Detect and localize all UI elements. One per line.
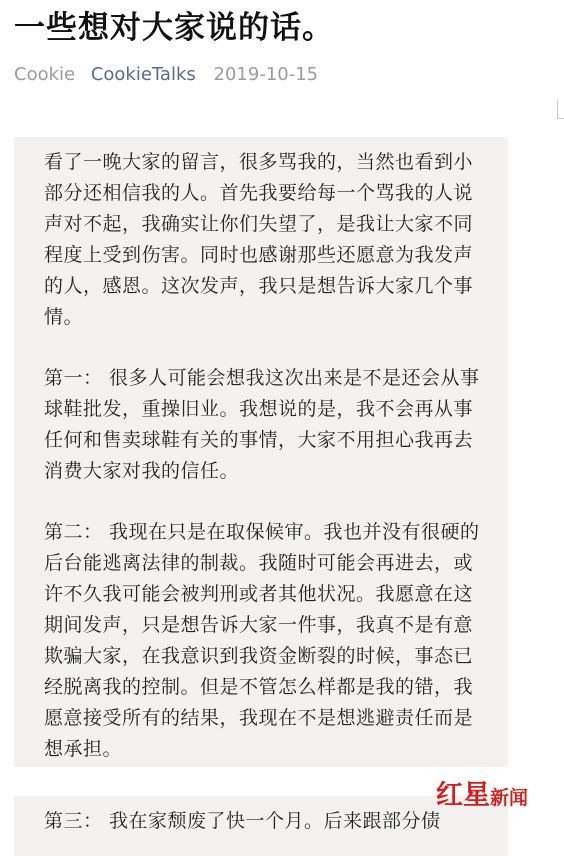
article-title: 一些想对大家说的话。: [14, 10, 334, 46]
paragraph-first: 第一： 很多人可能会想我这次出来是不是还会从事球鞋批发，重操旧业。我想说的是，我不会再从事任何和售卖球鞋有关的事情，大家不用担心我再去消费大家对我的信任。: [44, 367, 480, 482]
quote-card: [14, 137, 508, 767]
account-link[interactable]: CookieTalks: [90, 64, 196, 85]
paragraph-third: 第三： 我在家颓废了快一个月。后来跟部分债: [44, 810, 441, 832]
source-watermark: [436, 782, 528, 809]
edge-marker: [557, 100, 564, 119]
paragraph-second: 第二： 我现在只是在取保候审。我也并没有很硬的后台能逃离法律的制裁。我随时可能会再进去，或许不久我可能会被判刑或者其他状况。我愿意在这期间发声，只是想告诉大家一件事，我真不是有意欺骗大家，在我意识到我资金断裂的时候，事态已经脱离我的控制。但是不管怎么样都是我的错，我愿意接受所有的结果，我现在不是想逃避责任而是想承担。: [44, 521, 480, 760]
watermark-brand: 红星: [436, 780, 490, 811]
publish-date: 2019-10-15: [213, 64, 319, 85]
article-meta: [14, 64, 318, 85]
quote-card-continued: [14, 796, 508, 856]
paragraph-intro: 看了一晚大家的留言，很多骂我的，当然也看到小部分还相信我的人。首先我要给每一个骂我的人说声对不起，我确实让你们失望了，是我让大家不同程度上受到伤害。同时也感谢那些还愿意为我发声的人，感恩。这次发声，我只是想告诉大家几个事情。: [44, 151, 474, 328]
watermark-label: 新闻: [490, 787, 529, 809]
author-name: Cookie: [14, 64, 76, 85]
